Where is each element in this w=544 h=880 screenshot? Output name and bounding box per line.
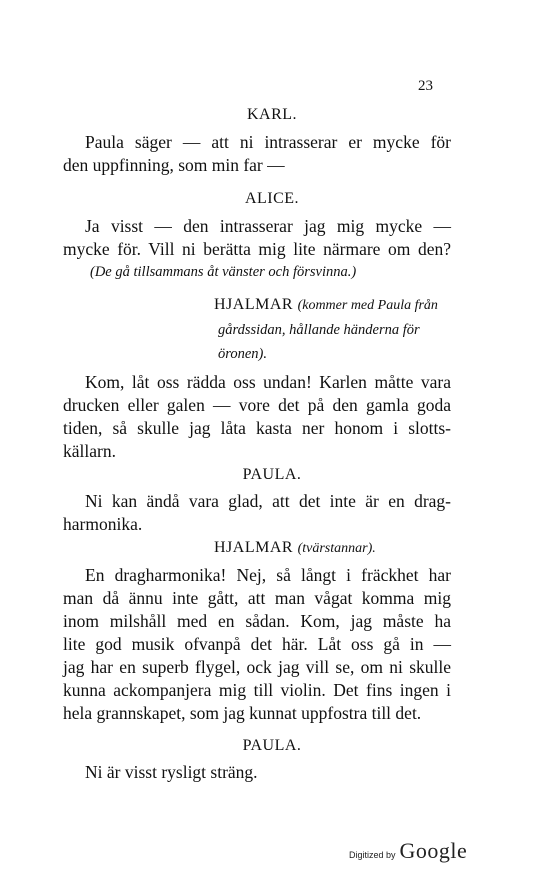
speaker-karl: KARL.: [246, 106, 298, 123]
stage-direction: (kommer med Paula från: [297, 298, 438, 313]
text-line: Paula säger — att ni intrasserar er mycke för: [85, 132, 451, 152]
text-line: jag har en superb flygel, ock jag vill se, om ni skulle: [63, 657, 451, 677]
digitized-by-google-watermark: [349, 838, 467, 864]
text-line: lite god musik ofvanpå det här. Låt oss gå in —: [63, 634, 451, 654]
stage-direction: (De gå tillsammans åt vänster och försvinna.): [90, 264, 357, 280]
text-line: Ni kan ändå vara glad, att det inte är en drag-: [85, 491, 451, 511]
text-line: En dragharmonika! Nej, så långt i fräckhet har: [85, 565, 451, 585]
text-line: mycke för. Vill ni berätta mig lite närmare om den?: [63, 239, 451, 259]
text-line: Ni är visst rysligt sträng.: [85, 762, 258, 782]
text-line: inom milshåll med en sådan. Kom, jag måste ha: [63, 611, 451, 631]
speaker-name: HJALMAR: [214, 539, 294, 556]
text-line: harmonika.: [63, 514, 143, 534]
text-line: hela grannskapet, som jag kunnat uppfostra till det.: [63, 703, 422, 723]
speaker-name: HJALMAR: [214, 296, 294, 313]
stage-direction: öronen).: [218, 346, 267, 362]
speaker-hjalmar: [214, 539, 376, 557]
text-line: man då ännu inte gått, att man vågat komma mig: [63, 588, 451, 608]
page-number: 23: [418, 78, 433, 94]
text-line: den uppfinning, som min far —: [63, 155, 285, 175]
stage-direction: gårdssidan, hållande händerna för: [218, 322, 420, 338]
speaker-paula: PAULA.: [242, 737, 302, 754]
speaker-hjalmar: [214, 296, 438, 314]
digitized-by-label: Digitized by: [349, 850, 396, 860]
text-line: Kom, låt oss rädda oss undan! Karlen måtte vara: [85, 372, 451, 392]
text-line: Ja visst — den intrasserar jag mig mycke —: [85, 216, 451, 236]
text-line: drucken eller galen — vore det på den gamla goda: [63, 395, 451, 415]
stage-direction: (tvärstannar).: [297, 541, 376, 556]
text-line: kunna ackompanjera mig till violin. Det fins ingen i: [63, 680, 451, 700]
speaker-paula: PAULA.: [242, 466, 302, 483]
speaker-alice: ALICE.: [244, 190, 300, 207]
google-logo: Google: [399, 838, 468, 863]
text-line: källarn.: [63, 441, 116, 461]
text-line: tiden, så skulle jag låta kasta ner honom i slotts-: [63, 418, 451, 438]
